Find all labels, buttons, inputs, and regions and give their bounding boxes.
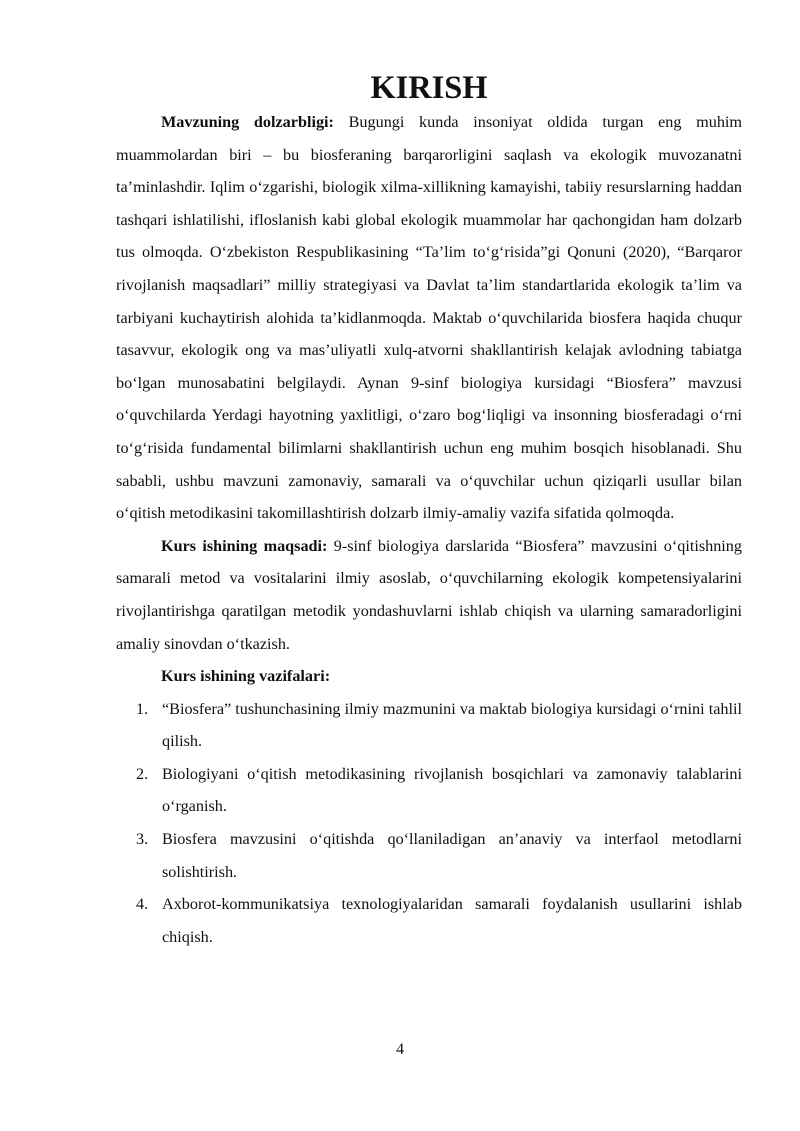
goal-text: 9-sinf biologiya darslarida “Biosfera” mavzusini oʻqitishning samarali metod va vositalarini ilmiy asoslab, oʻquvchilarning ekologik kompetensiyalarini rivojlantirishga qaratilgan metodik yondashuvlarni ishlab chiqish va ularning samaradorligini amaliy sinovdan oʻtkazish. [116, 536, 742, 653]
list-item [116, 888, 742, 953]
list-item-text: Biosfera mavzusini oʻqitishda qoʻllaniladigan anʼanaviy va interfaol metodlarni solishtirish. [162, 830, 742, 881]
list-item-text: “Biosfera” tushunchasining ilmiy mazmunini va maktab biologiya kursidagi oʻrnini tahlil qilish. [162, 699, 742, 751]
list-item-number: 4. [136, 895, 149, 914]
section-title: KIRISH [370, 70, 488, 106]
list-item-text: Axborot-kommunikatsiya texnologiyalaridan samarali foydalanish usullarini ishlab chiqish. [162, 895, 742, 946]
relevance-label: Mavzuning dolzarbligi: [161, 113, 334, 131]
goal-paragraph [116, 530, 742, 660]
list-item [116, 758, 742, 823]
list-item [116, 823, 742, 888]
tasks-heading: Kurs ishining vazifalari: [161, 667, 331, 686]
document-page [116, 70, 742, 953]
list-item-text: Biologiyani oʻqitish metodikasining rivojlanish bosqichlari va zamonaviy talablarini oʻrganish. [162, 764, 742, 816]
list-item-number: 2. [136, 764, 149, 783]
list-item-number: 1. [136, 699, 149, 718]
list-item [116, 693, 742, 758]
page-number: 4 [395, 1040, 405, 1058]
relevance-paragraph [116, 106, 742, 530]
list-item-number: 3. [136, 830, 149, 849]
goal-label: Kurs ishining maqsadi: [161, 536, 328, 555]
relevance-text: Bugungi kunda insoniyat oldida turgan eng muhim muammolardan biri – bu biosferaning barqarorligini saqlash va ekologik muvozanatni taʼminlashdir. Iqlim oʻzgarishi, biologik xilma-xillikning kamayishi, tabiiy resurslarning haddan tashqari ishlatilishi, ifloslanish kabi global ekologik muammolar har qachongidan ham dolzarb tus olmoqda. Oʻzbekiston Respublikasining “Taʼlim toʻgʻrisida”gi Qonuni (2020), “Barqaror rivojlanish maqsadlari” milliy strategiyasi va Davlat taʼlim standartlarida ekologik taʼlim va tarbiyani kuchaytirish alohida taʼkidlanmoqda. Maktab oʻquvchilarida biosfera haqida chuqur tasavvur, ekologik ong va masʼuliyatli xulq-atvorni shakllantirish kelajak avlodning tabiatga boʻlgan munosabatini belgilaydi. Aynan 9-sinf biologiya kursidagi “Biosfera” mavzusi oʻquvchilarda Yerdagi hayotning yaxlitligi, oʻzaro bogʻliqligi va insonning biosferadagi oʻrni toʻgʻrisida fundamental bilimlarni shakllantirish uchun eng muhim bosqich hisoblanadi. Shu sababli, ushbu mavzuni zamonaviy, samarali va oʻquvchilar uchun qiziqarli usullar bilan oʻqitish metodikasini takomillashtirish dolzarb ilmiy-amaliy vazifa sifatida qolmoqda. [116, 113, 742, 523]
tasks-list [116, 693, 742, 954]
